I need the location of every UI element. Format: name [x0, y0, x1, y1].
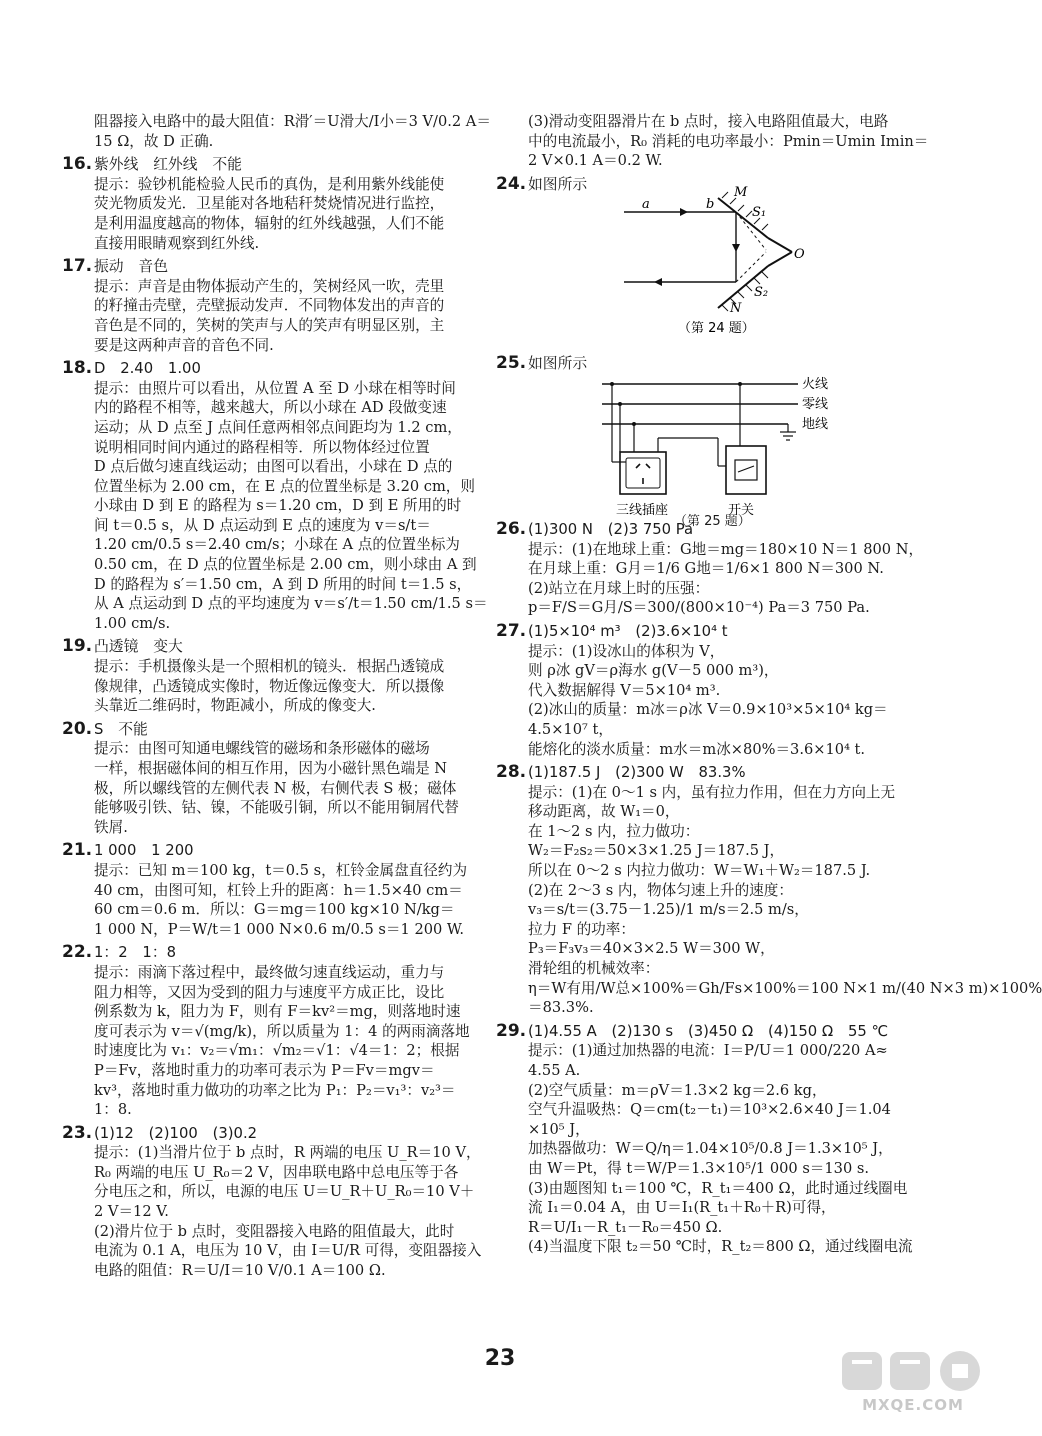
answer-item — [62, 154, 486, 257]
answer-continuation — [528, 112, 929, 175]
mirror-reflection-diagram — [622, 186, 808, 338]
question-number: 17. — [62, 256, 93, 277]
question-number: 20. — [62, 718, 93, 739]
text-line: 时速度比为 v₁：v₂＝√m₁：√m₂＝√1：√4＝1：2；根据 — [94, 1042, 460, 1060]
answer-text: (1)5×10⁴ m³ (2)3.6×10⁴ t — [528, 622, 728, 640]
question-number: 21. — [62, 840, 93, 861]
figure-25 — [590, 374, 850, 529]
text-line: 阻力相等，又因为受到的阻力与速度平方成正比，设比 — [94, 983, 445, 1001]
text-line: 是利用温度越高的物体，辐射的红外线越强，人们不能 — [94, 214, 445, 232]
question-number: 26. — [496, 518, 527, 539]
text-line: 移动距离，故 W₁＝0， — [528, 803, 680, 821]
answer-item — [62, 1122, 486, 1285]
left-column — [62, 112, 491, 1284]
neutral-wire-label: 零线 — [802, 397, 829, 412]
text-line: 例系数为 k，阻力为 F，则有 F＝kv²＝mg，则落地时速 — [94, 1003, 461, 1021]
text-line: 加热器做功：W＝Q/η＝1.04×10⁵/0.8 J＝1.3×10⁵ J， — [528, 1140, 893, 1158]
text-line: 间 t＝0.5 s，从 D 点运动到 E 点的速度为 v＝s/t＝ — [94, 516, 431, 534]
figure-24 — [622, 186, 808, 338]
answer-text: 如图所示 — [528, 355, 588, 373]
text-line: η＝W有用/W总×100%＝Gh/Fs×100%＝100 N×1 m/(40 N×3 m)×100% — [528, 979, 1042, 997]
text-line: (2)滑片位于 b 点时，变阻器接入电路的阻值最大，此时 — [94, 1222, 455, 1240]
label-s2: S₂ — [754, 285, 769, 300]
watermark-text: MXQE.COM — [862, 1396, 964, 1414]
answer-text: 1：2 1：8 — [94, 944, 177, 962]
text-line: (2)在 2～3 s 内，物体匀速上升的速度： — [528, 881, 793, 899]
text-line: 1：8. — [94, 1101, 132, 1119]
text-line: 说明相同时间内通过的路程相等．所以物体经过位置 — [94, 438, 430, 456]
answer-item — [62, 636, 486, 719]
text-line: P＝Fv，落地时重力的功率可表示为 P＝Fv＝mgv＝ — [94, 1061, 435, 1079]
switch-label: 开关 — [728, 503, 755, 518]
label-s1: S₁ — [752, 205, 767, 220]
answer-item — [62, 840, 486, 943]
text-line: 提示：已知 m＝100 kg，t＝0.5 s，杠铃金属盘直径约为 — [94, 861, 468, 879]
text-line: 内的路程不相等，越来越大，所以小球在 AD 段做变速 — [94, 399, 447, 417]
text-line: P₃＝F₃v₃＝40×3×2.5 W＝300 W， — [528, 940, 775, 958]
text-line: W₂＝F₂s₂＝50×3×1.25 J＝187.5 J， — [528, 842, 785, 860]
text-line: 0.50 cm，在 D 点的位置坐标是 2.00 cm，则小球由 A 到 — [94, 556, 477, 574]
text-line: (2)站立在月球上时的压强： — [528, 579, 710, 597]
question-number: 16. — [62, 154, 93, 175]
text-line: 1.00 cm/s. — [94, 614, 171, 632]
answer-text: 凸透镜 变大 — [94, 638, 183, 656]
text-line: 60 cm＝0.6 m．所以：G＝mg＝100 kg×10 N/kg＝ — [94, 901, 455, 919]
text-line: 提示：(1)在 0～1 s 内，虽有拉力作用，但在力方向上无 — [528, 783, 896, 801]
answer-item — [62, 942, 486, 1123]
text-line: 提示：(1)当滑片位于 b 点时，R 两端的电压 U_R＝10 V， — [94, 1144, 481, 1162]
answer-item — [62, 718, 486, 842]
text-line: 提示：(1)通过加热器的电流：I＝P/U＝1 000/220 A≈ — [528, 1042, 888, 1060]
text-line: 头靠近二维码时，物距减小，所成的像变大. — [94, 697, 376, 715]
answer-text: (1)300 N (2)3 750 Pa — [528, 520, 694, 538]
text-line: 能够吸引铁、钴、镍，不能吸引铜，所以不能用铜屑代替 — [94, 799, 459, 817]
text-line: 提示：(1)设冰山的体积为 V， — [528, 642, 725, 660]
text-line: 一样，根据磁体间的相互作用，因为小磁针黑色端是 N — [94, 760, 448, 777]
text-line: 中的电流最小，R₀ 消耗的电功率最小：Pmin＝Umin Imin＝ — [528, 132, 929, 150]
text-line: 空气升温吸热：Q＝cm(t₂－t₁)＝10³×2.6×40 J＝1.04 — [528, 1101, 891, 1119]
text-line: ＝83.3%. — [528, 999, 594, 1017]
text-line: 提示：由图可知通电螺线管的磁场和条形磁体的磁场 — [94, 740, 430, 758]
text-line: 阻器接入电路中的最大阻值：R滑′＝U滑大/I小＝3 V/0.2 A＝ — [94, 113, 491, 130]
text-line: 在 1～2 s 内，拉力做功： — [528, 822, 700, 840]
question-number: 23. — [62, 1122, 93, 1143]
text-line: 由 W＝Pt，得 t＝W/P＝1.3×10⁵/1 000 s＝130 s. — [528, 1159, 870, 1177]
question-number: 22. — [62, 942, 93, 963]
answer-text: 1 000 1 200 — [94, 842, 194, 860]
text-line: 则 ρ冰 gV＝ρ海水 g(V－5 000 m³)， — [528, 662, 779, 680]
text-line: 分电压之和，所以，电源的电压 U＝U_R＋U_R₀＝10 V＋ — [94, 1183, 475, 1201]
text-line: 音色是不同的，笑树的笑声与人的笑声有明显区别，主 — [94, 316, 445, 334]
text-line: 4.5×10⁷ t， — [528, 720, 613, 738]
answer-text: (1)12 (2)100 (3)0.2 — [94, 1124, 258, 1142]
text-line: 电路的阻值：R＝U/I＝10 V/0.1 A＝100 Ω. — [94, 1261, 386, 1279]
answer-item — [62, 358, 488, 637]
text-line: ×10⁵ J， — [528, 1120, 590, 1138]
answer-text: 紫外线 红外线 不能 — [94, 156, 242, 174]
watermark — [838, 1346, 990, 1426]
socket-label: 三线插座 — [616, 503, 669, 518]
text-line: 40 cm，由图可知，杠铃上升的距离：h＝1.5×40 cm＝ — [94, 881, 463, 899]
text-line: 2 V＝12 V. — [94, 1203, 169, 1221]
ground-wire-label: 地线 — [802, 417, 829, 432]
text-line: 所以在 0～2 s 内拉力做功：W＝W₁＋W₂＝187.5 J. — [528, 862, 871, 880]
text-line: 要是这两种声音的音色不同. — [94, 336, 274, 354]
text-line: 拉力 F 的功率： — [528, 920, 635, 938]
text-line: (2)空气质量：m＝ρV＝1.3×2 kg＝2.6 kg， — [528, 1081, 827, 1099]
answer-text: 振动 音色 — [94, 258, 168, 276]
text-line: R₀ 两端的电压 U_R₀＝2 V，因串联电路中总电压等于各 — [94, 1163, 459, 1181]
text-line: (2)冰山的质量：m冰＝ρ冰 V＝0.9×10³×5×10⁴ kg＝ — [528, 701, 888, 719]
text-line: 提示：手机摄像头是一个照相机的镜头．根据凸透镜成 — [94, 658, 445, 676]
question-number: 29. — [496, 1020, 527, 1041]
text-line: D 的路程为 s′＝1.50 cm，A 到 D 所用的时间 t＝1.5 s， — [94, 575, 472, 593]
label-o: O — [794, 247, 805, 262]
text-line: 提示：验钞机能检验人民币的真伪，是利用紫外线能使 — [94, 175, 445, 193]
answer-text: (1)4.55 A (2)130 s (3)450 Ω (4)150 Ω 55 ℃ — [528, 1022, 889, 1040]
text-line: 荧光物质发光．卫星能对各地秸秆焚烧情况进行监控， — [94, 195, 445, 213]
text-line: (4)当温度下限 t₂＝50 ℃时，R_t₂＝800 Ω，通过线圈电流 — [528, 1238, 913, 1256]
text-line: R＝U/I₁－R_t₁－R₀＝450 Ω. — [528, 1218, 723, 1236]
answer-continuation — [94, 112, 491, 155]
label-n: N — [730, 301, 742, 316]
answer-item — [496, 1020, 920, 1261]
text-line: (3)由题图知 t₁＝100 ℃，R_t₁＝400 Ω，此时通过线圈电 — [528, 1179, 908, 1197]
text-line: 的籽撞击壳壁，壳壁振动发声．不同物体发出的声音的 — [94, 297, 445, 315]
text-line: 运动；从 D 点至 J 点间任意两相邻点间距均为 1.2 cm， — [94, 418, 462, 436]
text-line: 1.20 cm/0.5 s＝2.40 cm/s；小球在 A 点的位置坐标为 — [94, 536, 460, 554]
text-line: 极，所以螺线管的左侧代表 N 极，右侧代表 S 极；磁体 — [94, 779, 457, 797]
text-line: 1 000 N，P＝W/t＝1 000 N×0.6 m/0.5 s＝1 200 W. — [94, 920, 465, 938]
text-line: 15 Ω，故 D 正确. — [94, 132, 214, 150]
text-line: 流 I₁＝0.04 A，由 U＝I₁(R_t₁＋R₀＋R)可得， — [528, 1199, 836, 1217]
text-line: 提示：由照片可以看出，从位置 A 至 D 小球在相等时间 — [94, 379, 456, 397]
text-line: 像规律，凸透镜成实像时，物近像远像变大．所以摄像 — [94, 677, 445, 695]
text-line: 滑轮组的机械效率： — [528, 960, 660, 978]
text-line: 在月球上重：G月＝1/6 G地＝1/6×1 800 N＝300 N. — [528, 560, 884, 578]
text-line: 从 A 点运动到 D 点的平均速度为 v＝s′/t＝1.50 cm/1.5 s＝ — [94, 595, 488, 613]
label-m: M — [734, 185, 748, 200]
answer-item — [496, 762, 1042, 1022]
text-line: p＝F/S＝G月/S＝300/(800×10⁻⁴) Pa＝3 750 Pa. — [528, 599, 870, 617]
text-line: 提示：雨滴下落过程中，最终做匀速直线运动，重力与 — [94, 963, 445, 981]
question-number: 19. — [62, 636, 93, 657]
household-circuit-diagram — [590, 374, 850, 524]
answer-text: 如图所示 — [528, 175, 588, 193]
text-line: 位置坐标为 2.00 cm，在 E 点的位置坐标是 3.20 cm，则 — [94, 477, 475, 495]
answer-item — [496, 620, 920, 763]
text-line: 2 V×0.1 A＝0.2 W. — [528, 152, 663, 170]
text-line: 小球由 D 到 E 的路程为 s＝1.20 cm，D 到 E 所用的时 — [94, 497, 462, 515]
text-line: 能熔化的淡水质量：m水＝m冰×80%＝3.6×10⁴ t. — [528, 740, 866, 758]
text-line: (3)滑动变阻器滑片在 b 点时，接入电路阻值最大，电路 — [528, 113, 889, 130]
question-number: 24. — [496, 173, 527, 194]
figure-24-caption: （第 24 题） — [678, 321, 755, 336]
question-number: 27. — [496, 620, 527, 641]
question-number: 18. — [62, 358, 93, 379]
answer-text: (1)187.5 J (2)300 W 83.3% — [528, 764, 746, 782]
text-line: 代入数据解得 V＝5×10⁴ m³. — [528, 681, 721, 699]
answer-item — [496, 518, 924, 622]
text-line: 提示：(1)在地球上重：G地＝mg＝180×10 N＝1 800 N， — [528, 540, 924, 558]
answer-item — [62, 256, 486, 359]
label-b: b — [706, 197, 715, 212]
text-line: 度可表示为 v＝√(mg/k)，所以质量为 1：4 的两雨滴落地 — [94, 1022, 470, 1040]
question-number: 28. — [496, 762, 527, 783]
text-line: v₃＝s/t＝(3.75－1.25)/1 m/s＝2.5 m/s， — [528, 901, 809, 919]
page-number: 23 — [484, 1346, 516, 1371]
answer-text: D 2.40 1.00 — [94, 360, 201, 378]
answer-text: S 不能 — [94, 720, 148, 738]
text-line: D 点后做匀速直线运动；由图可以看出，小球在 D 点的 — [94, 458, 453, 476]
live-wire-label: 火线 — [802, 377, 829, 392]
text-line: 提示：声音是由物体振动产生的，笑树经风一吹，壳里 — [94, 277, 445, 295]
text-line: 直接用眼睛观察到红外线. — [94, 234, 260, 252]
text-line: 铁屑. — [94, 818, 128, 836]
text-line: kv³，落地时重力做功的功率之比为 P₁：P₂＝v₁³：v₂³＝ — [94, 1081, 456, 1099]
label-a: a — [642, 197, 650, 212]
text-line: 4.55 A. — [528, 1062, 581, 1079]
figure-25-caption: （第 25 题） — [674, 514, 751, 529]
watermark-logo-icon — [838, 1346, 988, 1394]
question-number: 25. — [496, 353, 527, 374]
text-line: 电流为 0.1 A，电压为 10 V，由 I＝U/R 可得，变阻器接入 — [94, 1242, 482, 1260]
